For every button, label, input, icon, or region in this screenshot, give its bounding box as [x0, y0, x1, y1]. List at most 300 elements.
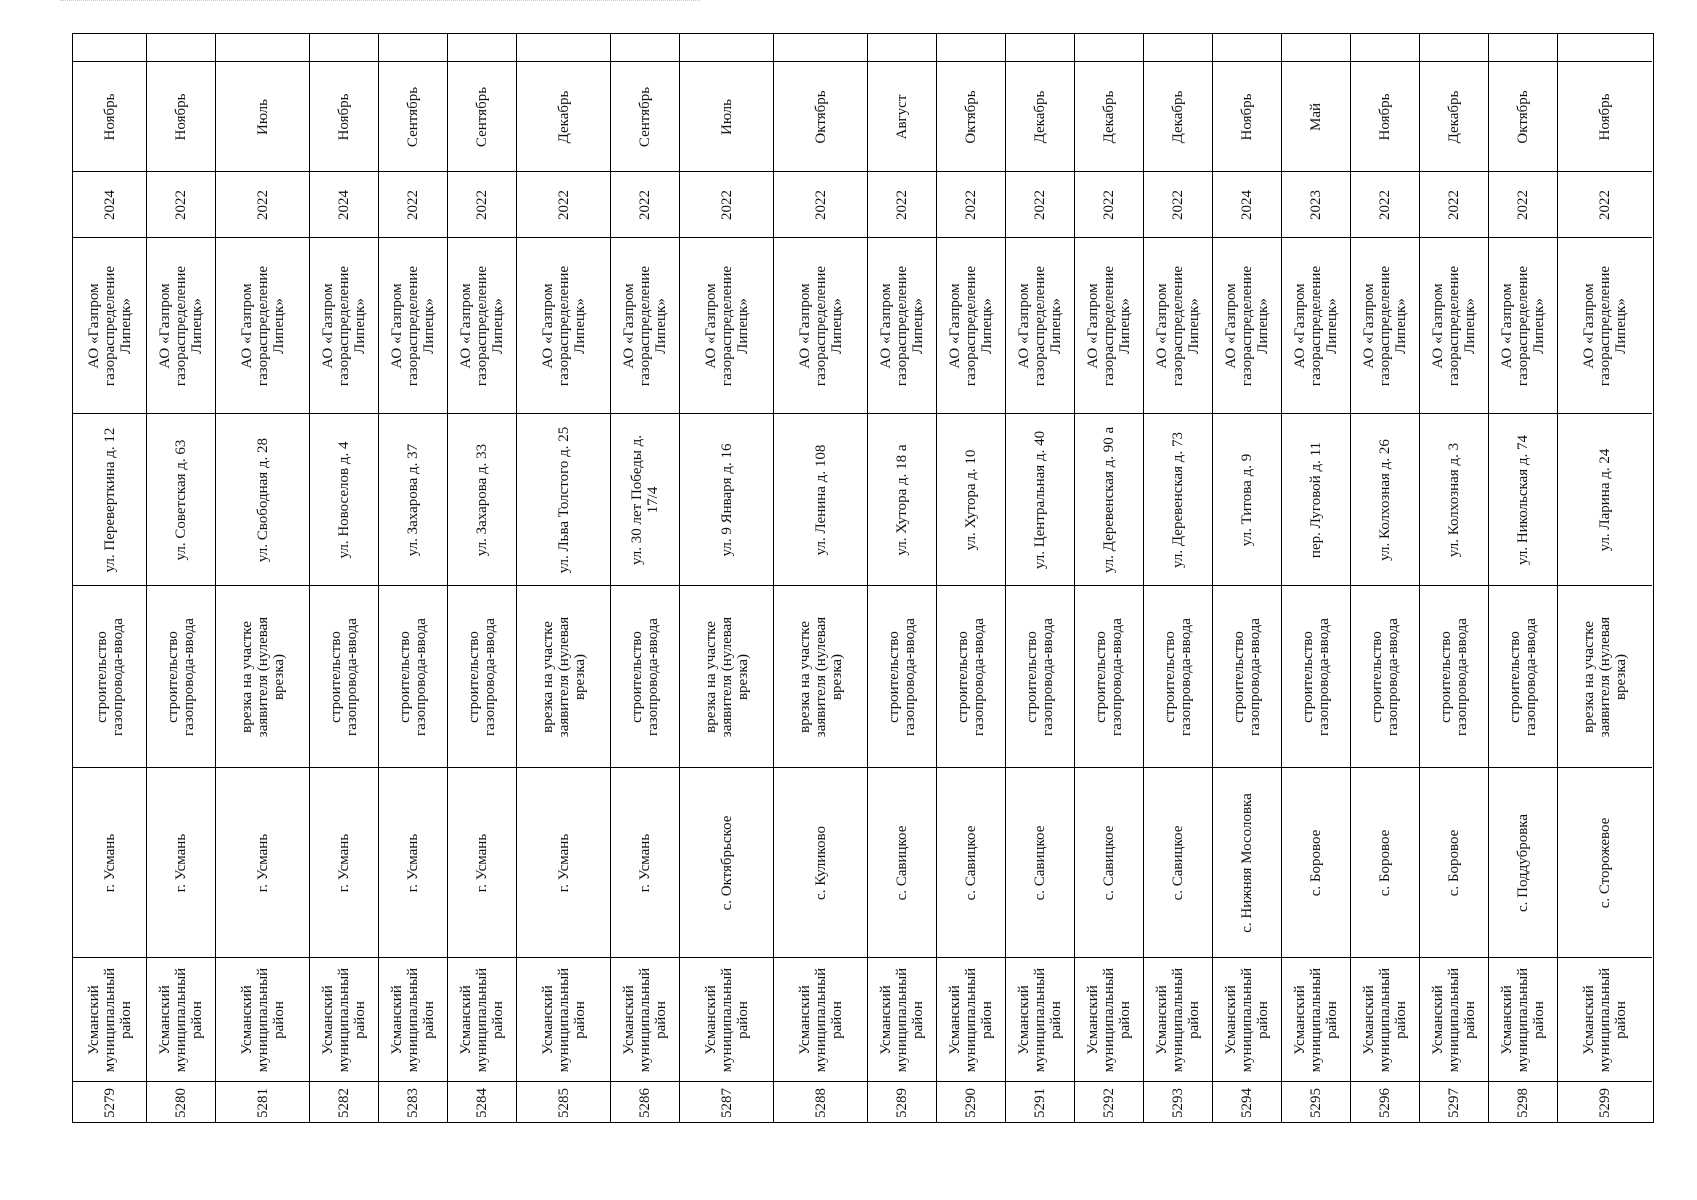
organization-text: АО «Газпром газораспределение Липецк»	[320, 265, 368, 386]
month-cell	[1213, 62, 1281, 172]
empty-cell	[1420, 34, 1488, 62]
row-number-text: 5281	[254, 1088, 271, 1118]
year-cell	[310, 172, 378, 238]
row-number-cell	[216, 1082, 309, 1124]
work-type-text: строительство газопровода-ввода	[886, 617, 918, 736]
table-row	[73, 34, 147, 1122]
settlement-text: с. Нижняя Мосоловка	[1239, 792, 1255, 933]
month-text: Ноябрь	[336, 93, 352, 140]
year-cell	[1420, 172, 1488, 238]
organization-cell	[1144, 238, 1212, 414]
row-number-cell	[1213, 1082, 1281, 1124]
row-number-text: 5290	[963, 1088, 979, 1118]
settlement-text: г. Усмань	[101, 833, 118, 892]
district-text: Усманский муниципальный район	[389, 967, 437, 1072]
work-type-cell	[448, 586, 516, 768]
district-text: Усманский муниципальный район	[1581, 967, 1629, 1072]
month-cell	[937, 62, 1005, 172]
year-text: 2022	[963, 189, 979, 220]
address-cell	[73, 414, 146, 586]
work-type-text: строительство газопровода-ввода	[1093, 617, 1125, 736]
month-text: Август	[894, 94, 910, 139]
row-number-cell	[868, 1082, 936, 1124]
address-text: ул. Ларина д. 24	[1597, 448, 1613, 551]
row-number-cell	[448, 1082, 516, 1124]
address-text: ул. Центральная д. 40	[1032, 430, 1048, 569]
year-text: 2022	[1170, 189, 1186, 220]
year-text: 2022	[254, 189, 271, 220]
row-number-text: 5297	[1446, 1088, 1462, 1118]
month-cell	[216, 62, 309, 172]
year-text: 2022	[1377, 189, 1393, 220]
district-cell	[1075, 958, 1143, 1082]
empty-cell	[216, 34, 309, 62]
district-text: Усманский муниципальный район	[320, 967, 368, 1072]
year-cell	[1558, 172, 1652, 238]
district-cell	[1558, 958, 1652, 1082]
settlement-cell	[517, 768, 610, 958]
month-text: Ноябрь	[101, 93, 118, 140]
settlement-cell	[216, 768, 309, 958]
settlement-text: с. Савицкое	[1101, 825, 1117, 900]
organization-text: АО «Газпром газораспределение Липецк»	[1361, 265, 1409, 386]
row-number-text: 5284	[474, 1088, 490, 1118]
settlement-text: с. Савицкое	[1032, 825, 1048, 900]
month-cell	[310, 62, 378, 172]
year-cell	[774, 172, 867, 238]
address-cell	[1213, 414, 1281, 586]
organization-cell	[1006, 238, 1074, 414]
settlement-cell	[937, 768, 1005, 958]
year-text: 2024	[101, 189, 118, 220]
settlement-cell	[1144, 768, 1212, 958]
address-text: ул. Хутора д. 10	[963, 449, 979, 550]
settlement-cell	[147, 768, 215, 958]
work-type-cell	[1282, 586, 1350, 768]
address-text: ул. Свободная д. 28	[254, 437, 271, 562]
month-text: Сентябрь	[405, 86, 421, 147]
year-text: 2022	[637, 189, 653, 220]
work-type-cell	[1489, 586, 1557, 768]
settlement-text: с. Куликово	[812, 825, 829, 900]
table-row	[1075, 34, 1144, 1122]
month-cell	[1006, 62, 1074, 172]
address-cell	[1558, 414, 1652, 586]
address-cell	[1006, 414, 1074, 586]
settlement-cell	[1006, 768, 1074, 958]
settlement-cell	[1213, 768, 1281, 958]
row-number-text: 5296	[1377, 1088, 1393, 1118]
empty-cell	[1144, 34, 1212, 62]
rotated-register-table	[72, 33, 1654, 1123]
address-cell	[310, 414, 378, 586]
organization-text: АО «Газпром газораспределение Липецк»	[238, 265, 287, 386]
year-text: 2022	[1446, 189, 1462, 220]
work-type-text: строительство газопровода-ввода	[165, 617, 197, 736]
empty-cell	[1282, 34, 1350, 62]
month-cell	[1420, 62, 1488, 172]
district-cell	[147, 958, 215, 1082]
address-text: ул. Захарова д. 37	[405, 443, 421, 556]
district-text: Усманский муниципальный район	[157, 967, 205, 1072]
row-number-text: 5291	[1032, 1088, 1048, 1118]
year-text: 2022	[812, 189, 829, 220]
organization-text: АО «Газпром газораспределение Липецк»	[539, 265, 588, 386]
empty-cell	[611, 34, 679, 62]
row-number-cell	[774, 1082, 867, 1124]
work-type-text: строительство газопровода-ввода	[397, 617, 429, 736]
work-type-cell	[1213, 586, 1281, 768]
address-text: ул. Ленина д. 108	[812, 444, 829, 555]
work-type-text: строительство газопровода-ввода	[955, 617, 987, 736]
row-number-text: 5285	[555, 1088, 572, 1118]
settlement-text: г. Усмань	[405, 833, 421, 892]
work-type-cell	[774, 586, 867, 768]
empty-cell	[448, 34, 516, 62]
work-type-text: строительство газопровода-ввода	[1231, 617, 1263, 736]
empty-cell	[774, 34, 867, 62]
month-text: Октябрь	[963, 89, 979, 144]
settlement-cell	[611, 768, 679, 958]
table-row	[448, 34, 517, 1122]
address-cell	[216, 414, 309, 586]
district-text: Усманский муниципальный район	[458, 967, 506, 1072]
address-text: ул. Никольская д. 74	[1515, 434, 1531, 565]
month-cell	[1075, 62, 1143, 172]
month-cell	[1558, 62, 1652, 172]
month-text: Октябрь	[812, 89, 829, 144]
district-cell	[517, 958, 610, 1082]
row-number-cell	[680, 1082, 773, 1124]
year-cell	[216, 172, 309, 238]
month-cell	[611, 62, 679, 172]
organization-text: АО «Газпром газораспределение Липецк»	[1085, 265, 1133, 386]
work-type-cell	[310, 586, 378, 768]
settlement-cell	[680, 768, 773, 958]
settlement-cell	[1558, 768, 1652, 958]
work-type-cell	[1144, 586, 1212, 768]
table-row	[680, 34, 774, 1122]
empty-cell	[868, 34, 936, 62]
work-type-text: строительство газопровода-ввода	[93, 617, 126, 736]
year-text: 2022	[474, 189, 490, 220]
settlement-text: с. Сторожевое	[1597, 817, 1613, 908]
organization-text: АО «Газпром газораспределение Липецк»	[1292, 265, 1340, 386]
district-text: Усманский муниципальный район	[796, 967, 845, 1072]
organization-text: АО «Газпром газораспределение Липецк»	[1499, 265, 1547, 386]
row-number-cell	[937, 1082, 1005, 1124]
year-cell	[1213, 172, 1281, 238]
organization-cell	[937, 238, 1005, 414]
table-row	[1282, 34, 1351, 1122]
table-row	[147, 34, 216, 1122]
row-number-cell	[611, 1082, 679, 1124]
settlement-cell	[1420, 768, 1488, 958]
month-text: Июль	[254, 98, 271, 135]
organization-text: АО «Газпром газораспределение Липецк»	[621, 265, 669, 386]
table-row	[611, 34, 680, 1122]
year-cell	[1282, 172, 1350, 238]
year-text: 2022	[718, 189, 735, 220]
row-number-text: 5293	[1170, 1088, 1186, 1118]
address-cell	[868, 414, 936, 586]
empty-cell	[1489, 34, 1557, 62]
work-type-text: врезка на участке заявителя (нулевая врезка)	[539, 616, 588, 737]
work-type-text: строительство газопровода-ввода	[1438, 617, 1470, 736]
organization-text: АО «Газпром газораспределение Липецк»	[1223, 265, 1271, 386]
row-number-text: 5298	[1515, 1088, 1531, 1118]
year-text: 2022	[405, 189, 421, 220]
table-row	[1489, 34, 1558, 1122]
year-cell	[611, 172, 679, 238]
settlement-text: с. Поддубровка	[1515, 813, 1531, 912]
settlement-text: г. Усмань	[555, 833, 572, 892]
district-text: Усманский муниципальный район	[1085, 967, 1133, 1072]
work-type-cell	[517, 586, 610, 768]
organization-text: АО «Газпром газораспределение Липецк»	[85, 265, 134, 386]
settlement-text: с. Савицкое	[894, 825, 910, 900]
address-text: ул. Переверткина д. 12	[101, 427, 118, 572]
work-type-text: врезка на участке заявителя (нулевая врезка)	[702, 616, 751, 737]
district-cell	[1420, 958, 1488, 1082]
row-number-text: 5295	[1308, 1088, 1324, 1118]
year-cell	[680, 172, 773, 238]
table-row	[1558, 34, 1652, 1122]
empty-cell	[379, 34, 447, 62]
organization-cell	[774, 238, 867, 414]
table-row	[1420, 34, 1489, 1122]
month-cell	[517, 62, 610, 172]
row-number-cell	[147, 1082, 215, 1124]
row-number-text: 5283	[405, 1088, 421, 1118]
address-cell	[611, 414, 679, 586]
district-cell	[1144, 958, 1212, 1082]
year-text: 2022	[1101, 189, 1117, 220]
row-number-text: 5289	[894, 1088, 910, 1118]
table-row	[937, 34, 1006, 1122]
month-text: Май	[1308, 102, 1324, 131]
work-type-cell	[1075, 586, 1143, 768]
work-type-cell	[868, 586, 936, 768]
row-number-text: 5292	[1101, 1088, 1117, 1118]
year-text: 2022	[173, 189, 189, 220]
empty-cell	[937, 34, 1005, 62]
year-text: 2022	[1515, 189, 1531, 220]
month-text: Ноябрь	[1377, 93, 1393, 140]
organization-cell	[1351, 238, 1419, 414]
row-number-cell	[73, 1082, 146, 1124]
work-type-cell	[680, 586, 773, 768]
row-number-cell	[517, 1082, 610, 1124]
address-text: ул. Захарова д. 33	[474, 443, 490, 556]
row-number-cell	[1144, 1082, 1212, 1124]
year-cell	[379, 172, 447, 238]
row-number-cell	[1489, 1082, 1557, 1124]
work-type-cell	[1006, 586, 1074, 768]
address-cell	[147, 414, 215, 586]
table-row	[1213, 34, 1282, 1122]
row-number-text: 5286	[637, 1088, 653, 1118]
settlement-text: с. Савицкое	[1170, 825, 1186, 900]
district-text: Усманский муниципальный район	[1223, 967, 1271, 1072]
district-text: Усманский муниципальный район	[702, 967, 751, 1072]
district-cell	[774, 958, 867, 1082]
district-cell	[1282, 958, 1350, 1082]
year-cell	[517, 172, 610, 238]
settlement-text: г. Усмань	[336, 833, 352, 892]
month-text: Сентябрь	[474, 86, 490, 147]
settlement-cell	[1351, 768, 1419, 958]
year-text: 2023	[1308, 189, 1324, 220]
district-cell	[448, 958, 516, 1082]
month-text: Декабрь	[1446, 90, 1462, 143]
row-number-cell	[1351, 1082, 1419, 1124]
settlement-text: с. Боровое	[1377, 829, 1393, 896]
organization-text: АО «Газпром газораспределение Липецк»	[1154, 265, 1202, 386]
organization-cell	[379, 238, 447, 414]
settlement-text: с. Савицкое	[963, 825, 979, 900]
settlement-text: с. Октябрьское	[718, 815, 735, 910]
work-type-text: строительство газопровода-ввода	[466, 617, 498, 736]
work-type-text: врезка на участке заявителя (нулевая врезка)	[796, 616, 845, 737]
address-text: ул. Льва Толстого д. 25	[555, 426, 572, 573]
month-cell	[774, 62, 867, 172]
organization-cell	[611, 238, 679, 414]
organization-cell	[73, 238, 146, 414]
empty-cell	[1075, 34, 1143, 62]
district-cell	[937, 958, 1005, 1082]
empty-cell	[1213, 34, 1281, 62]
settlement-text: г. Усмань	[254, 833, 271, 892]
year-text: 2022	[555, 189, 572, 220]
organization-cell	[310, 238, 378, 414]
address-text: ул. Советская д. 63	[173, 439, 189, 560]
district-text: Усманский муниципальный район	[1430, 967, 1478, 1072]
settlement-cell	[448, 768, 516, 958]
row-number-text: 5280	[173, 1088, 189, 1118]
organization-text: АО «Газпром газораспределение Липецк»	[157, 265, 205, 386]
organization-text: АО «Газпром газораспределение Липецк»	[1016, 265, 1064, 386]
work-type-cell	[1420, 586, 1488, 768]
settlement-cell	[1282, 768, 1350, 958]
organization-cell	[216, 238, 309, 414]
year-cell	[147, 172, 215, 238]
empty-cell	[147, 34, 215, 62]
district-cell	[868, 958, 936, 1082]
table-row	[379, 34, 448, 1122]
organization-cell	[680, 238, 773, 414]
work-type-cell	[1351, 586, 1419, 768]
row-number-text: 5282	[336, 1088, 352, 1118]
year-cell	[1489, 172, 1557, 238]
table-row	[310, 34, 379, 1122]
year-cell	[937, 172, 1005, 238]
organization-text: АО «Газпром газораспределение Липецк»	[1430, 265, 1478, 386]
work-type-cell	[937, 586, 1005, 768]
district-text: Усманский муниципальный район	[878, 967, 926, 1072]
district-text: Усманский муниципальный район	[1499, 967, 1547, 1072]
district-text: Усманский муниципальный район	[1016, 967, 1064, 1072]
row-number-cell	[310, 1082, 378, 1124]
district-text: Усманский муниципальный район	[947, 967, 995, 1072]
organization-cell	[147, 238, 215, 414]
address-text: ул. Деревенская д. 73	[1170, 431, 1186, 568]
row-number-cell	[1558, 1082, 1652, 1124]
month-cell	[680, 62, 773, 172]
organization-cell	[1420, 238, 1488, 414]
work-type-text: врезка на участке заявителя (нулевая врезка)	[238, 616, 287, 737]
work-type-text: строительство газопровода-ввода	[629, 617, 661, 736]
table-row	[1006, 34, 1075, 1122]
organization-text: АО «Газпром газораспределение Липецк»	[796, 265, 845, 386]
work-type-cell	[611, 586, 679, 768]
month-text: Декабрь	[1170, 90, 1186, 143]
district-cell	[310, 958, 378, 1082]
address-text: пер. Луговой д. 11	[1308, 441, 1324, 558]
scan-artifact-line	[60, 0, 700, 7]
work-type-text: строительство газопровода-ввода	[1300, 617, 1332, 736]
district-cell	[1351, 958, 1419, 1082]
settlement-cell	[1489, 768, 1557, 958]
year-cell	[1351, 172, 1419, 238]
address-cell	[448, 414, 516, 586]
month-text: Декабрь	[1032, 90, 1048, 143]
month-text: Декабрь	[1101, 90, 1117, 143]
address-text: ул. Хутора д. 18 а	[894, 443, 910, 556]
settlement-cell	[379, 768, 447, 958]
organization-cell	[448, 238, 516, 414]
district-cell	[1006, 958, 1074, 1082]
empty-cell	[517, 34, 610, 62]
table-row	[868, 34, 937, 1122]
month-cell	[147, 62, 215, 172]
district-text: Усманский муниципальный район	[621, 967, 669, 1072]
table-row	[1351, 34, 1420, 1122]
address-text: ул. Титова д. 9	[1239, 453, 1255, 546]
month-cell	[379, 62, 447, 172]
district-cell	[73, 958, 146, 1082]
year-text: 2022	[894, 189, 910, 220]
empty-cell	[310, 34, 378, 62]
organization-text: АО «Газпром газораспределение Липецк»	[878, 265, 926, 386]
table-row	[216, 34, 310, 1122]
address-text: ул. Деревенская д. 90 а	[1101, 426, 1117, 573]
empty-cell	[1558, 34, 1652, 62]
organization-cell	[1558, 238, 1652, 414]
month-text: Декабрь	[555, 90, 572, 143]
row-number-cell	[1420, 1082, 1488, 1124]
month-cell	[1351, 62, 1419, 172]
organization-cell	[517, 238, 610, 414]
district-cell	[680, 958, 773, 1082]
work-type-text: строительство газопровода-ввода	[1369, 617, 1401, 736]
settlement-cell	[1075, 768, 1143, 958]
address-text: ул. Новоселов д. 4	[336, 441, 352, 558]
organization-cell	[868, 238, 936, 414]
month-cell	[1489, 62, 1557, 172]
month-text: Июль	[718, 98, 735, 135]
address-cell	[1489, 414, 1557, 586]
month-text: Ноябрь	[1239, 93, 1255, 140]
address-cell	[1420, 414, 1488, 586]
empty-cell	[680, 34, 773, 62]
settlement-text: г. Усмань	[474, 833, 490, 892]
empty-cell	[1351, 34, 1419, 62]
address-cell	[517, 414, 610, 586]
district-cell	[1489, 958, 1557, 1082]
settlement-text: с. Боровое	[1308, 829, 1324, 896]
work-type-text: строительство газопровода-ввода	[1024, 617, 1056, 736]
